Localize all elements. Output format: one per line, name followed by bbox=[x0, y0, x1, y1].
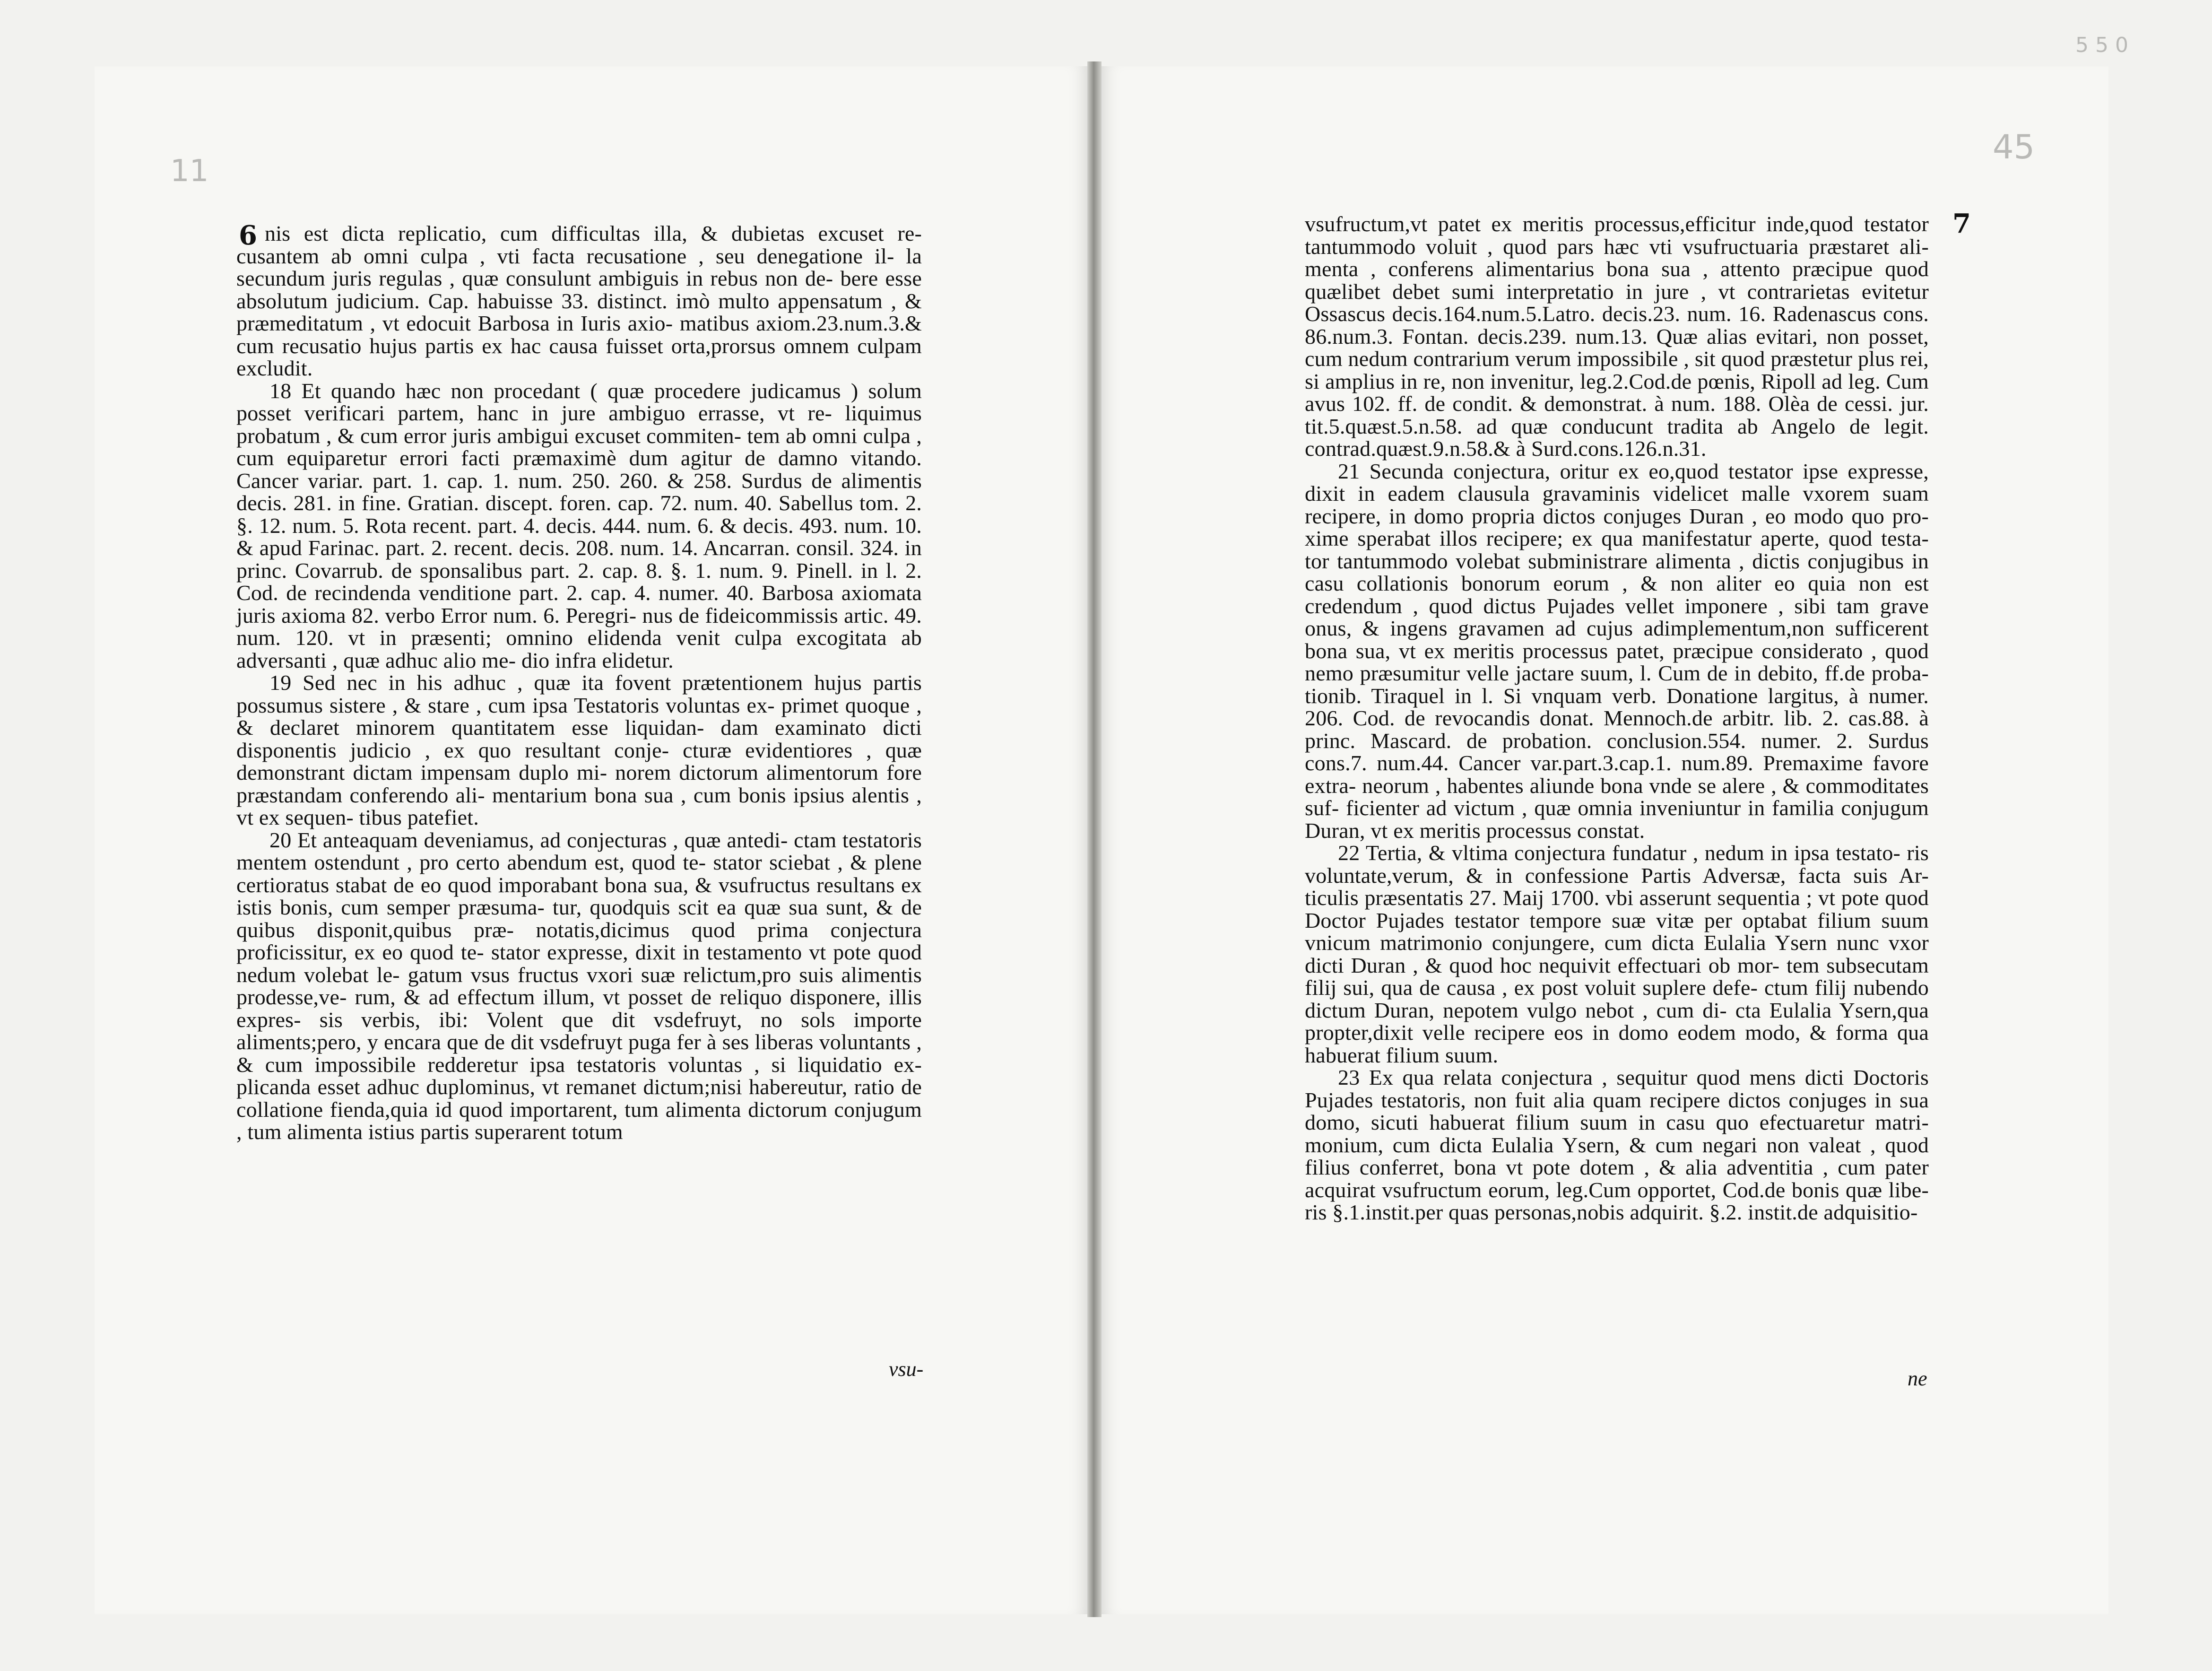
right-paragraph-cont: vsufructum,vt patet ex meritis processus,efficitur inde,quod testator tantummodo voluit , quod pars hæc vti vsufructuaria præstaret ali- menta , conferens alimentarius bona sua , attento præcipue quod quælibet debet sumi interpretatio in jure , vt contrarietas evitetur Ossascus decis.164.num.5.Latro. decis.23. num. 16. Radenascus cons. 86.num.3. Fontan. decis.239. num.13. Quæ alias evitari, non posset, cum nedum contrarium verum impossibile , sit quod præstetur plus rei, si amplius in re, non invenitur, leg.2.Cod.de pœnis, Ripoll ad leg. Cum avus 102. ff. de condit. & demonstrat. à num. 188. Olèa de cessi. jur. tit.5.quæst.5.n.58. ad quæ conducunt tradita ab Angelo de legit. contrad.quæst.9.n.58.& à Surd.cons.126.n.31. bbox=[1305, 212, 1929, 461]
left-page-number: 6 bbox=[239, 220, 257, 251]
book-gutter bbox=[1087, 61, 1102, 1617]
pencil-mark-corner: 5 5 0 bbox=[2075, 33, 2128, 57]
right-paragraph-21: 21 Secunda conjectura, oritur ex eo,quod testator ipse expresse, dixit in eadem clausula gravaminis videlicet malle vxorem suam recipere, in domo propria dictos conjuges Duran , eo modo quo pro- xime sperabat illos recipere; ex qua manifestatur aperte, quod testa- tor tantummodo volebat subministrare alimenta , dictis conjugibus in casu collationis bonorum eorum , & non aliter eo quia non est credendum , quod dictus Pujades vellet imponere , sibi tam grave onus, & ingens gravamen ad cujus adimplementum,non sufficerent bona sua, vt ex meritis processus patet, præcipue considerato , quod nemo præsumitur velle jactare suum, l. Cum de in debito, ff.de proba- tionib. Tiraquel in l. Si vnquam verb. Donatione largitus, à numer. 206. Cod. de revocandis donat. Mennoch.de arbitr. lib. 2. cas.88. à princ. Mascard. de probation. conclusion.554. numer. 2. Surdus cons.7. num.44. Cancer var.part.3.cap.1. num.89. Premaxime favore extra- neorum , habentes aliunde bona vnde se alere , & commoditates suf- ficienter ad victum , quæ omnia inveniuntur in familia conjugum Duran, vt ex meritis processus constat. bbox=[1305, 459, 1929, 843]
right-page-text bbox=[1305, 213, 1929, 1224]
pencil-mark-right: 45 bbox=[1993, 128, 2035, 166]
left-paragraph-19: 19 Sed nec in his adhuc , quæ ita fovent prætentionem hujus partis possumus sistere , & stare , cum ipsa Testatoris voluntas ex- primet quoque , & declaret minorem quantitatem esse liquidan- dam examinato dicti disponentis judicio , ex quo resultant conje- cturæ evidentiores , quæ demonstrant dictam impensam duplo mi- norem dictorum alimentorum fore præstandam conferendo ali- mentarium bona sua , cum bonis ipsius alentis , vt ex sequen- tibus patefiet. bbox=[236, 670, 922, 829]
right-paragraph-22: 22 Tertia, & vltima conjectura fundatur , nedum in ipsa testato- ris voluntate,verum, & in confessione Partis Adversæ, facta suis Ar- ticulis præsentatis 27. Maij 1700. vbi asserunt sequentia ; vt pote quod Doctor Pujades testator tempore suæ vitæ per optabat filium suum vnicum matrimonio conjungere, cum dicta Eulalia Ysern nunc vxor dicti Duran , & quod hoc nequivit effectuari ob mor- tem subsecutam filij sui, qua de causa , ex post voluit suplere defe- ctum filij nubendo dictum Duran, nepotem vulgo nebot , cum di- cta Eulalia Ysern,qua propter,dixit velle recipere eos in domo eodem modo, & forma qua habuerat filium suum. bbox=[1305, 841, 1929, 1067]
right-page-number: 7 bbox=[1952, 208, 1971, 239]
left-paragraph-20: 20 Et anteaquam deveniamus, ad conjecturas , quæ antedi- ctam testatoris mentem ostendunt , pro certo abendum est, quod te- stator sciebat , & plene certioratus stabat de eo quod imporabant bona sua, & vsufructus resultans ex istis bonis, cum semper præsuma- tur, quodquis scit ea quæ sua sunt, & de quibus disponit,quibus præ- notatis,dicimus quod prima conjectura proficissitur, ex eo quod te- stator expresse, dixit in testamento vt pote quod nedum volebat le- gatum vsus fructus vxori suæ relictum,pro suis alimentis prodesse,ve- rum, & ad effectum illum, vt posset de reliquo disponere, illis expres- sis verbis, ibi: Volent que dit vsdefruyt, no sols importe aliments;pero, y encara que de dit vsdefruyt puga fer à ses liberas voluntants , & cum impossibile redderetur ipsa testatoris voluntas , si liquidatio ex- plicanda esset adhuc duplominus, vt remanet dictum;nisi habereutur, ratio de collatione fienda,quia id quod importarent, tum alimenta dictorum conjugum , tum alimenta istius partis superarent totum bbox=[236, 827, 922, 1144]
left-catchword: vsu- bbox=[889, 1358, 924, 1381]
right-paragraph-23: 23 Ex qua relata conjectura , sequitur quod mens dicti Doctoris Pujades testatoris, non fuit alia quam recipere dictos conjuges in sua domo, sicuti habuerat filium suum in casu quo efectuaretur matri- monium, cum dicta Eulalia Ysern, & cum negari non valeat , quod filius conferret, bona vt pote dotem , & alia adventitia , cum pater acquirat vsufructum eorum, leg.Cum opportet, Cod.de bonis quæ libe- ris §.1.instit.per quas personas,nobis adquirit. §.2. instit.de adquisitio- bbox=[1305, 1065, 1929, 1224]
left-paragraph-1: nis est dicta replicatio, cum difficultas illa, & dubietas excuset re- cusantem ab omni culpa , vti facta recusatione , seu denegatione il- la secundum juris regulas , quæ consulunt ambiguis in rebus non de- bere esse absolutum judicium. Cap. habuisse 33. distinct. imò multo appensatum , & præmeditatum , vt edocuit Barbosa in Iuris axio- matibus axiom.23.num.3.& cum recusatio hujus partis ex hac causa fuisset orta,prorsus omnem culpam excludit. bbox=[236, 221, 922, 380]
left-paragraph-18: 18 Et quando hæc non procedant ( quæ procedere judicamus ) solum posset verificari partem, hanc in jure ambiguo errasse, vt re- liquimus probatum , & cum error juris ambigui excuset commiten- tem ab omni culpa , cum equiparetur errori facti præmaximè dum agitur de damno vitando. Cancer variar. part. 1. cap. 1. num. 250. 260. & 258. Surdus de alimentis decis. 281. in fine. Gratian. discept. foren. cap. 72. num. 40. Sabellus tom. 2. §. 12. num. 5. Rota recent. part. 4. decis. 444. num. 6. & decis. 493. num. 10. & apud Farinac. part. 2. recent. decis. 208. num. 14. Ancarran. consil. 324. in princ. Covarrub. de sponsalibus part. 2. cap. 8. §. 1. num. 9. Pinell. in l. 2. Cod. de recindenda venditione part. 2. cap. 4. numer. 40. Barbosa axiomata juris axioma 82. verbo Error num. 6. Peregri- nus de fideicommissis artic. 49. num. 120. vt in præsenti; omnino elidenda venit culpa excogitata ab adversanti , quæ adhuc alio me- dio infra elidetur. bbox=[236, 378, 922, 672]
pencil-mark-left: 11 bbox=[170, 154, 209, 189]
left-page-text bbox=[236, 222, 922, 1143]
right-catchword: ne bbox=[1908, 1367, 1927, 1390]
